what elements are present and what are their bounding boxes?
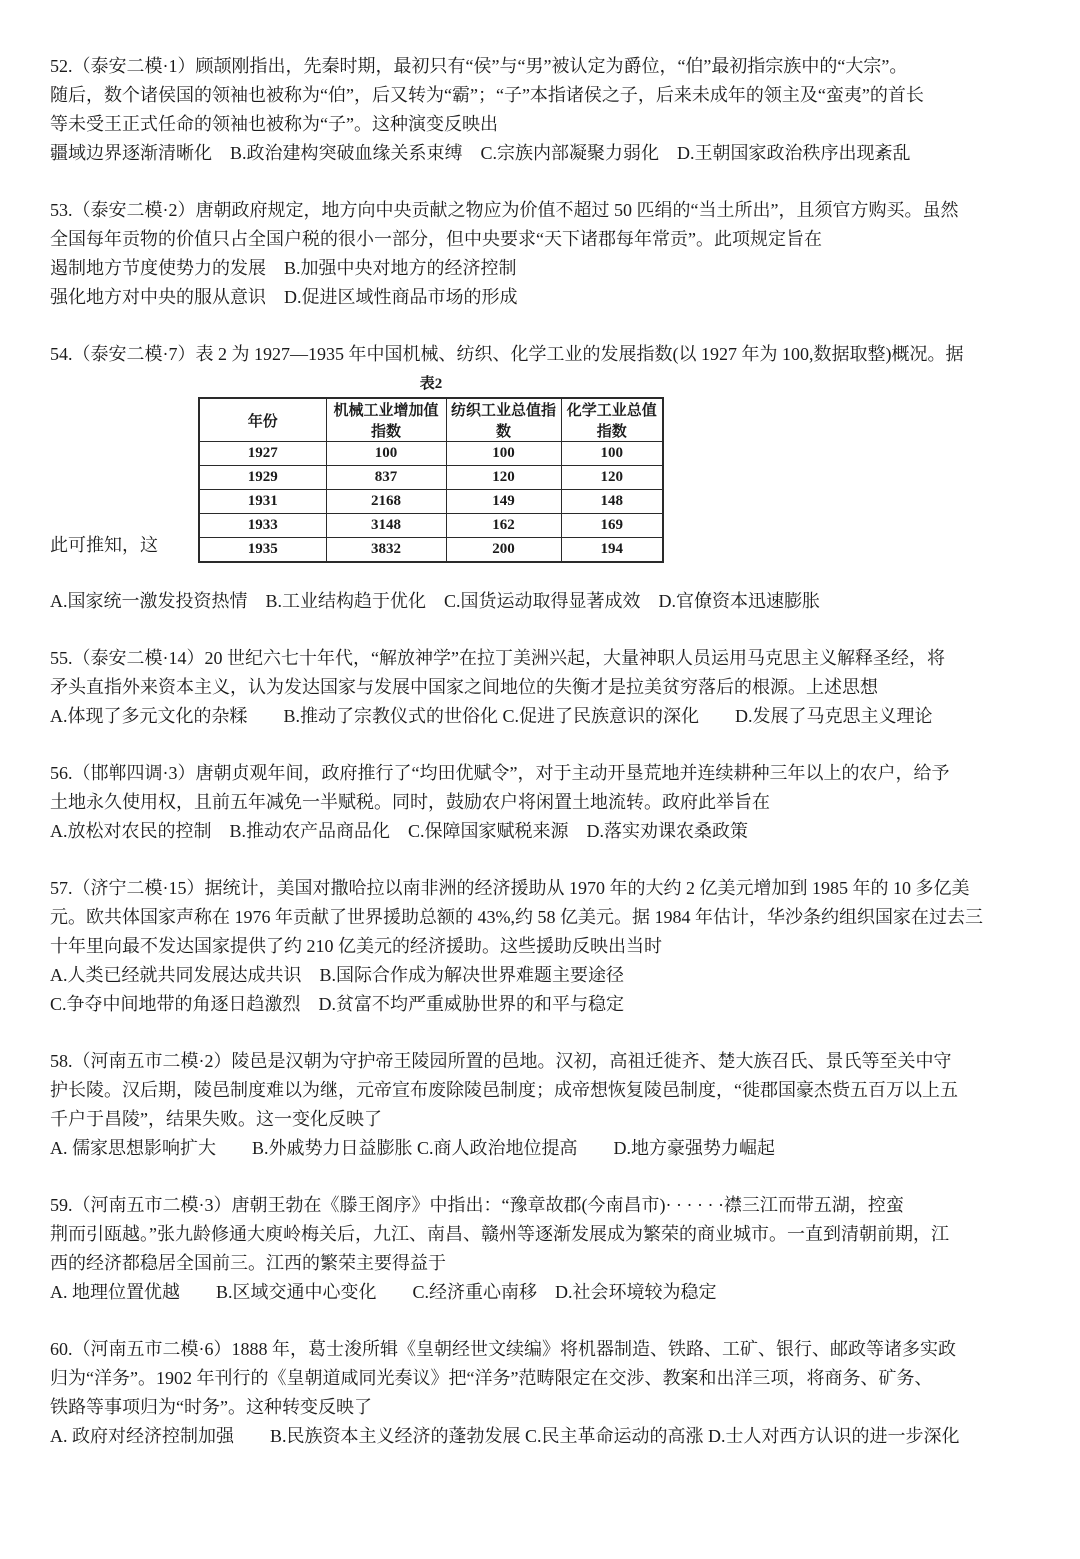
question-59 [50, 1191, 1038, 1307]
table-cell: 837 [326, 466, 446, 490]
table-row [199, 466, 663, 490]
text-line: 随后，数个诸侯国的领袖也被称为“伯”，后又转为“霸”；“子”本指诸侯之子，后来未成年的领主及“蛮夷”的首长 [50, 85, 924, 105]
question-56 [50, 759, 1038, 846]
table-cell: 149 [446, 490, 561, 514]
text-line: 58.（河南五市二模·2）陵邑是汉朝为守护帝王陵园所置的邑地。汉初，高祖迁徙齐、楚大族召氏、景氏等至关中守 [50, 1051, 952, 1071]
question-53 [50, 196, 1038, 312]
table-row [199, 514, 663, 538]
table-cell: 1929 [199, 466, 326, 490]
text-line: A.放松对农民的控制 B.推动农产品商品化 C.保障国家赋税来源 D.落实劝课农桑政策 [50, 821, 749, 841]
text-line: A.国家统一激发投资热情 B.工业结构趋于优化 C.国货运动取得显著成效 D.官僚资本迅速膨胀 [50, 591, 821, 611]
table-cell: 169 [561, 514, 663, 538]
text-line: 千户于昌陵”，结果失败。这一变化反映了 [50, 1109, 382, 1129]
table-header-row [199, 398, 663, 442]
table-row [199, 538, 663, 563]
table-side-text: 此可推知，这 [50, 535, 158, 555]
text-line: 57.（济宁二模·15）据统计，美国对撒哈拉以南非洲的经济援助从 1970 年的大约 2 亿美元增加到 1985 年的 10 多亿美 [50, 878, 970, 898]
table-cell: 200 [446, 538, 561, 563]
table-cell: 2168 [326, 490, 446, 514]
table-cell: 120 [561, 466, 663, 490]
table-wrap [198, 375, 664, 563]
text-line: 强化地方对中央的服从意识 D.促进区域性商品市场的形成 [50, 287, 518, 307]
text-line: 元。欧共体国家声称在 1976 年贡献了世界援助总额的 43%,约 58 亿美元。据 1984 年估计，华沙条约组织国家在过去三 [50, 907, 983, 927]
text-line: 53.（泰安二模·2）唐朝政府规定，地方向中央贡献之物应为价值不超过 50 匹绢的“当土所出”，且须官方购买。虽然 [50, 200, 959, 220]
text-line: 疆域边界逐渐清晰化 B.政治建构突破血缘关系束缚 C.宗族内部凝聚力弱化 D.王朝国家政治秩序出现紊乱 [50, 143, 911, 163]
table-cell: 3832 [326, 538, 446, 563]
text-line: 全国每年贡物的价值只占全国户税的很小一部分，但中央要求“天下诸郡每年常贡”。此项规定旨在 [50, 229, 822, 249]
text-line: 铁路等事项归为“时务”。这种转变反映了 [50, 1397, 372, 1417]
question-57 [50, 874, 1038, 1019]
table-block [50, 375, 1038, 563]
text-line: C.争夺中间地带的角逐日趋激烈 D.贫富不均严重威胁世界的和平与稳定 [50, 994, 625, 1014]
table-cell: 194 [561, 538, 663, 563]
text-line: A. 地理位置优越 B.区域交通中心变化 C.经济重心南移 D.社会环境较为稳定 [50, 1282, 717, 1302]
text-line: 55.（泰安二模·14）20 世纪六七十年代，“解放神学”在拉丁美洲兴起，大量神职人员运用马克思主义解释圣经，将 [50, 648, 945, 668]
table-body [199, 442, 663, 563]
industry-index-table [198, 397, 664, 563]
table-cell: 100 [446, 442, 561, 466]
text-line: 西的经济都稳居全国前三。江西的繁荣主要得益于 [50, 1253, 446, 1273]
table-caption: 表2 [419, 376, 443, 392]
table-cell: 100 [326, 442, 446, 466]
question-52 [50, 52, 1038, 168]
table-cell: 148 [561, 490, 663, 514]
table-cell: 1933 [199, 514, 326, 538]
table-row [199, 490, 663, 514]
table-cell: 1935 [199, 538, 326, 563]
text-line: 等未受王正式任命的领袖也被称为“子”。这种演变反映出 [50, 114, 498, 134]
text-line: A.体现了多元文化的杂糅 B.推动了宗教仪式的世俗化 C.促进了民族意识的深化 D.发展了马克思主义理论 [50, 706, 933, 726]
table-cell: 1931 [199, 490, 326, 514]
text-line: A. 政府对经济控制加强 B.民族资本主义经济的蓬勃发展 C.民主革命运动的高涨 D.士人对西方认识的进一步深化 [50, 1426, 960, 1446]
text-line: 护长陵。汉后期，陵邑制度难以为继，元帝宣布废除陵邑制度；成帝想恢复陵邑制度，“徙郡国豪杰赀五百万以上五 [50, 1080, 958, 1100]
question-54 [50, 340, 1038, 616]
text-line: 60.（河南五市二模·6）1888 年，葛士浚所辑《皇朝经世文续编》将机器制造、铁路、工矿、银行、邮政等诸多实政 [50, 1339, 956, 1359]
text-line: 52.（泰安二模·1）顾颉刚指出，先秦时期，最初只有“侯”与“男”被认定为爵位，“伯”最初指宗族中的“大宗”。 [50, 56, 908, 76]
text-line: 56.（邯郸四调·3）唐朝贞观年间，政府推行了“均田优赋令”，对于主动开垦荒地并连续耕种三年以上的农户，给予 [50, 763, 950, 783]
question-55 [50, 644, 1038, 731]
table-header-cell: 机械工业增加值指数 [326, 398, 446, 442]
text-line: 54.（泰安二模·7）表 2 为 1927—1935 年中国机械、纺织、化学工业的发展指数(以 1927 年为 100,数据取整)概况。据 [50, 344, 964, 364]
table-cell: 3148 [326, 514, 446, 538]
question-60 [50, 1335, 1038, 1451]
text-line: 归为“洋务”。1902 年刊行的《皇朝道咸同光奏议》把“洋务”范畴限定在交涉、教案和出洋三项，将商务、矿务、 [50, 1368, 933, 1388]
text-line: 遏制地方节度使势力的发展 B.加强中央对地方的经济控制 [50, 258, 517, 278]
text-line: A.人类已经就共同发展达成共识 B.国际合作成为解决世界难题主要途径 [50, 965, 625, 985]
text-line: A. 儒家思想影响扩大 B.外戚势力日益膨胀 C.商人政治地位提高 D.地方豪强势力崛起 [50, 1138, 776, 1158]
table-cell: 120 [446, 466, 561, 490]
table-row [199, 442, 663, 466]
table-header-cell: 年份 [199, 398, 326, 442]
text-line: 荆而引瓯越。”张九龄修通大庾岭梅关后，九江、南昌、赣州等逐渐发展成为繁荣的商业城市。一直到清朝前期，江 [50, 1224, 949, 1244]
text-line: 矛头直指外来资本主义，认为发达国家与发展中国家之间地位的失衡才是拉美贫穷落后的根源。上述思想 [50, 677, 878, 697]
text-line: 十年里向最不发达国家提供了约 210 亿美元的经济援助。这些援助反映出当时 [50, 936, 662, 956]
text-line: 土地永久使用权，且前五年减免一半赋税。同时，鼓励农户将闲置土地流转。政府此举旨在 [50, 792, 770, 812]
text-line: 59.（河南五市二模·3）唐朝王勃在《滕王阁序》中指出：“豫章故郡(今南昌市)· · · · · ·襟三江而带五湖，控蛮 [50, 1195, 904, 1215]
table-cell: 100 [561, 442, 663, 466]
table-header-cell: 纺织工业总值指数 [446, 398, 561, 442]
table-cell: 1927 [199, 442, 326, 466]
table-cell: 162 [446, 514, 561, 538]
question-58 [50, 1047, 1038, 1163]
table-header-cell: 化学工业总值指数 [561, 398, 663, 442]
